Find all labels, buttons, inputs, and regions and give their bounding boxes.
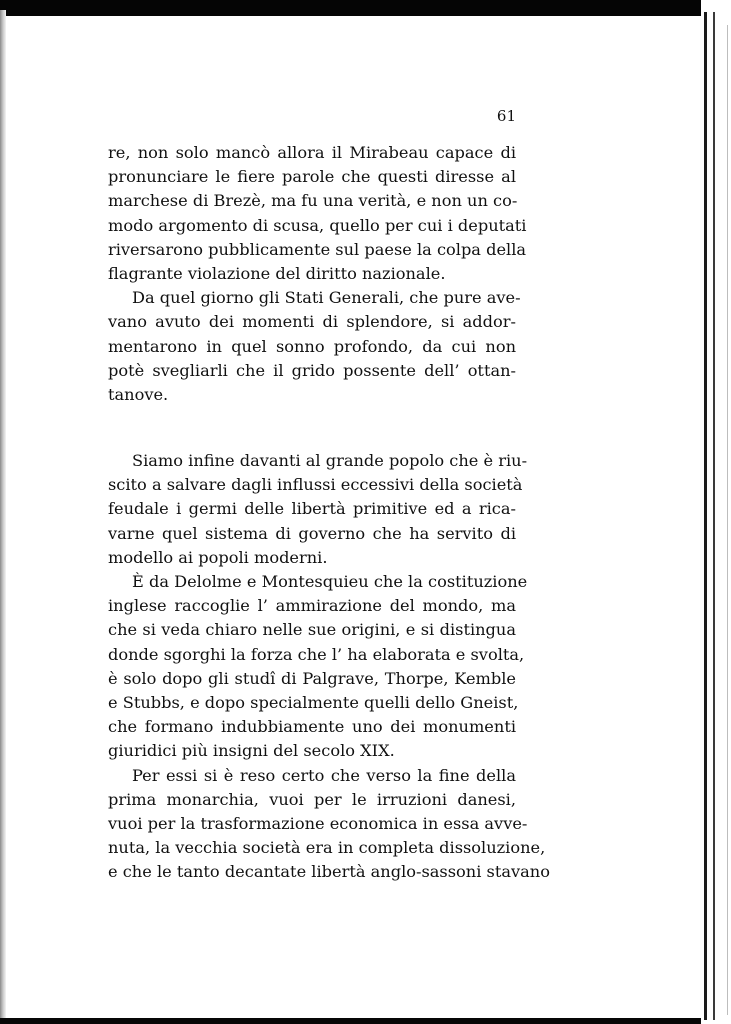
text-line: vuoi per la trasformazione economica in essa avve- (108, 814, 528, 834)
text-line: tanove. (108, 385, 169, 405)
book-spine-edge (701, 0, 731, 1024)
spine-rule (713, 12, 715, 1020)
text-line: potè svegliarli che il grido possente dell’ ottan- (108, 360, 516, 380)
scan-bottom-border (0, 1018, 731, 1024)
text-line: Siamo infine davanti al grande popolo che è riu- (132, 451, 528, 470)
scan-top-border (0, 0, 731, 16)
text-line: marchese di Brezè, ma fu una verità, e non un co- (108, 191, 518, 211)
text-line: flagrante violazione del diritto nazionale. (108, 264, 446, 284)
text-line: modello ai popoli moderni. (108, 547, 328, 567)
paragraph (108, 764, 550, 885)
text-line: re, non solo mancò allora il Mirabeau capace di (108, 143, 516, 162)
text-line: e che le tanto decantate libertà anglo-sassoni stavano (108, 862, 550, 882)
paragraph (108, 449, 528, 570)
spine-rule (704, 12, 707, 1020)
text-line: modo argomento di scusa, quello per cui i deputati (108, 215, 527, 235)
text-line: riversarono pubblicamente sul paese la colpa della (108, 239, 527, 259)
text-line: inglese raccoglie l’ ammirazione del mondo, ma (108, 596, 516, 616)
paragraph (108, 570, 528, 764)
scan-left-border (0, 10, 6, 1020)
text-line: che formano indubbiamente uno dei monumenti (108, 717, 516, 737)
paragraph (108, 286, 521, 407)
spine-rule (727, 25, 728, 1015)
text-section-1 (108, 141, 527, 407)
text-line: nuta, la vecchia società era in completa dissoluzione, (108, 838, 546, 858)
text-line: varne quel sistema di governo che ha servito di (108, 523, 516, 543)
text-line: Da quel giorno gli Stati Generali, che pure ave- (132, 288, 521, 308)
text-line: prima monarchia, vuoi per le irruzioni danesi, (108, 789, 516, 809)
text-line: È da Delolme e Montesquieu che la costituzione (132, 572, 528, 592)
text-line: scito a salvare dagli influssi eccessivi della società (108, 475, 523, 495)
text-section-2 (108, 449, 550, 885)
text-line: giuridici più insigni del secolo XIX. (108, 741, 395, 761)
text-line: vano avuto dei momenti di splendore, si addor- (108, 312, 516, 332)
text-line: mentarono in quel sonno profondo, da cui non (108, 336, 516, 356)
text-line: è solo dopo gli studî di Palgrave, Thorpe, Kemble (108, 668, 516, 688)
text-line: e Stubbs, e dopo specialmente quelli dello Gneist, (108, 693, 519, 713)
text-line: Per essi si è reso certo che verso la fine della (132, 765, 516, 785)
text-line: che si veda chiaro nelle sue origini, e si distingua (108, 620, 516, 640)
paragraph (108, 141, 527, 286)
text-line: feudale i germi delle libertà primitive ed a rica- (108, 499, 516, 519)
page-number: 61 (496, 107, 516, 125)
text-line: pronunciare le fiere parole che questi diresse al (108, 167, 516, 187)
text-line: donde sgorghi la forza che l’ ha elaborata e svolta, (108, 644, 525, 664)
